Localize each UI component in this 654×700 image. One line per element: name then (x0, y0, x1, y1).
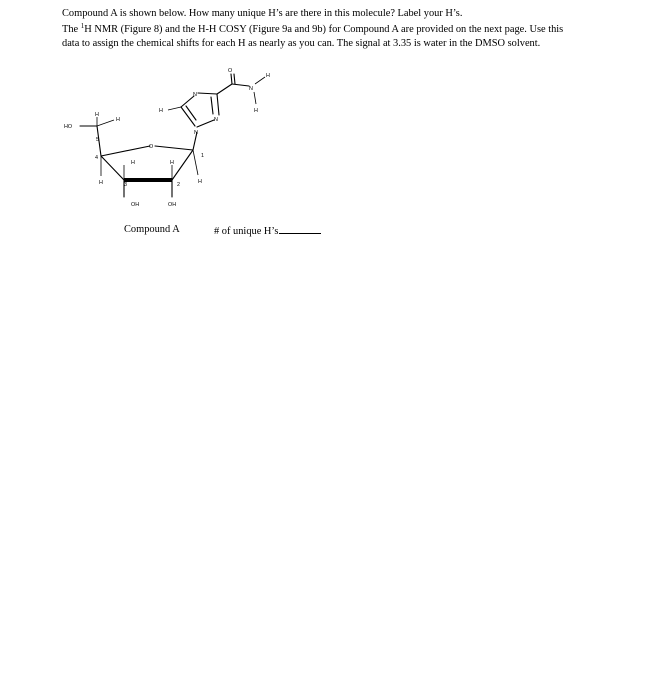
label-h-c5-top: H (95, 112, 99, 118)
bond-carbonyl-o-double (234, 74, 235, 84)
bond-c2-c1 (172, 150, 193, 180)
label-carbonyl-o: O (228, 68, 233, 74)
label-h-c1: H (198, 179, 202, 185)
bond-n1-n2 (197, 120, 214, 127)
bond-carbonyl-n (232, 84, 249, 86)
label-amide-h-bottom: H (254, 108, 258, 114)
bond-n2-c3t-double (211, 97, 213, 114)
label-h-c3: H (131, 160, 135, 166)
bond-n-h-top (255, 77, 265, 84)
unique-h-label: # of unique H’s (214, 226, 279, 237)
label-n1: N (194, 130, 198, 136)
bond-c5-h-right (97, 120, 114, 126)
label-h-triazole: H (159, 108, 163, 114)
label-amide-h-top: H (266, 73, 270, 79)
bond-c1-h (193, 150, 198, 175)
bond-c3t-carbonyl (217, 84, 232, 94)
label-n2: N (214, 117, 218, 123)
bond-n-h-bottom (254, 92, 256, 104)
label-h-c5-right: H (116, 117, 120, 123)
superscript-1: 1 (80, 22, 85, 30)
label-amide-n: N (249, 86, 253, 92)
label-h-c4: H (99, 180, 103, 186)
bond-carbonyl-o (231, 74, 232, 84)
bond-c5t-n1-double (186, 106, 196, 120)
bond-n2-c3t (217, 94, 219, 115)
question-line-3: data to assign the chemical shifts for each H as nearly as you can. The signal at 3.35 is water in the DMSO solvent. (62, 38, 541, 49)
bond-o-c1 (155, 146, 193, 150)
bond-c4-c3 (101, 156, 124, 180)
answer-blank[interactable] (279, 224, 321, 234)
label-c1-number: 1 (201, 153, 204, 159)
question-line-2-rest: H NMR (Figure 8) and the H-H COSY (Figure 9a and 9b) for Compound A are provided on the next page. Use this (84, 24, 564, 35)
label-ho: HO (64, 124, 73, 130)
label-oh-2: OH (168, 202, 177, 208)
label-c2-number: 2 (177, 182, 180, 188)
unique-h-prompt (214, 224, 321, 237)
label-c3-number: 3 (124, 182, 127, 188)
label-c5-number: 5 (96, 137, 99, 143)
question-line-2-prefix: The (62, 24, 81, 35)
bond-c4-o (101, 146, 150, 156)
label-n4: N (193, 92, 197, 98)
compound-a-structure (0, 0, 654, 240)
question-line-1: Compound A is shown below. How many unique H’s are there in this molecule? Label your H’s. (62, 8, 463, 19)
bond-c3t-n4 (198, 93, 217, 94)
bond-c5t-h (168, 107, 181, 110)
label-oh-3: OH (131, 202, 140, 208)
label-h-c2: H (170, 160, 174, 166)
label-c4-number: 4 (95, 155, 98, 161)
label-ring-oxygen: O (149, 144, 154, 150)
compound-caption: Compound A (124, 224, 180, 235)
